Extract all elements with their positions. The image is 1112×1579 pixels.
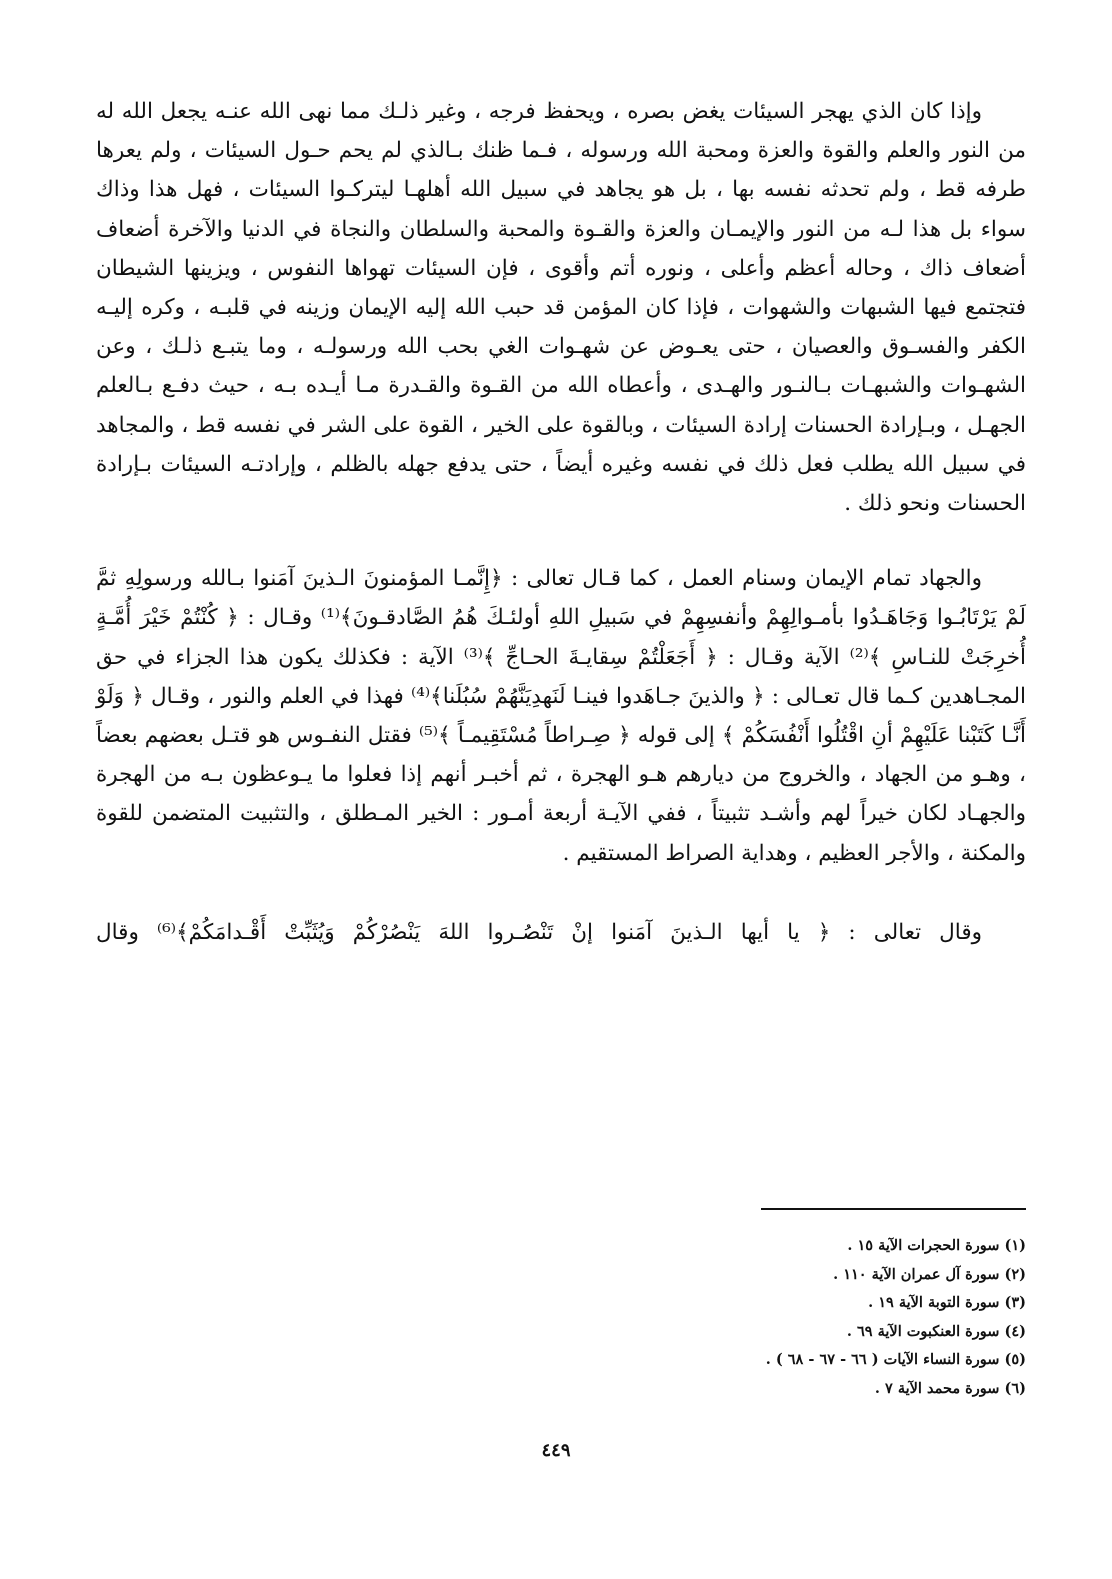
main-text: [96, 92, 1026, 952]
footnote-5: (٥) سورة النساء الآيات ( ٦٦ - ٦٧ - ٦٨ ) .: [765, 1351, 1026, 1369]
footnote-2: (٢) سورة آل عمران الآية ١١٠ .: [833, 1265, 1026, 1283]
footnote-divider: [761, 1208, 1026, 1210]
paragraph-spacer: [96, 873, 1026, 913]
footnote-6: (٦) سورة محمد الآية ٧ .: [874, 1379, 1026, 1397]
footnotes-list: [426, 1232, 1026, 1404]
paragraph-2: والجهاد تمام الإيمان وسنام العمل ، كما قـال تعالى : ﴿إِنَّمـا المؤمنونَ الـذينَ آمَنوا بـالله ورسولِهِ ثمَّ لَمْ يَرْتَابُـوا وَجَاهَـدُوا بأمـوالِهِمْ وأنفسِهِمْ في سَبيلِ اللهِ أولئـكَ هُمُ الصَّادقـونَ﴾⁽¹⁾ وقـال : ﴿ كُنْتُمْ خَيْرَ أُمَّـةٍ أُخرِجَتْ للنـاسِ ﴾⁽²⁾ الآية وقـال : ﴿ أَجَعَلْتُمْ سِقايـةَ الحـاجِّ ﴾⁽³⁾ الآية : فكذلك يكون هذا الجزاء في حق المجـاهدين كـما قال تعـالى : ﴿ والذينَ جـاهَدوا فينـا لَنَهدِيَنَّهُمْ سُبُلَنا﴾⁽⁴⁾ فهذا في العلم والنور ، وقـال ﴿ وَلَوْ أَنَّـا كَتَبْنا عَلَيْهِمْ أنِ اقْتُلُوا أَنْفُسَكُمْ ﴾ إلى قوله ﴿ صِـراطاً مُسْتَقِيمـاً ﴾⁽⁵⁾ فقتل النفـوس هو قتـل بعضهم بعضاً ، وهـو من الجهاد ، والخروج من ديارهم هـو الهجرة ، ثم أخبـر أنهم إذا فعلوا ما يـوعظون بـه من الهجرة والجهـاد لكان خيراً لهم وأشـد تثبيتاً ، ففي الآيـة أربعة أمـور : الخير المـطلق ، والتثبيت المتضمن للقوة والمكنة ، والأجر العظيم ، وهداية الصراط المستقيم .: [96, 566, 1027, 866]
footnote-3: (٣) سورة التوبة الآية ١٩ .: [868, 1294, 1026, 1312]
page-number: ٤٤٩: [541, 1440, 571, 1461]
footnote-4: (٤) سورة العنكبوت الآية ٦٩ .: [846, 1322, 1026, 1340]
paragraph-1: وإذا كان الذي يهجر السيئات يغض بصره ، ويحفظ فرجه ، وغير ذلـك مما نهى الله عنـه يجعل الله له من النور والعلم والقوة والعزة ومحبة الله ورسوله ، فـما ظنك بـالذي لم يحم حـول السيئات ، ولم يعرها طرفه قط ، ولم تحدثه نفسه بها ، بل هو يجاهد في سبيل الله أهلهـا ليتركـوا السيئات ، فهل هذا وذاك سواء بل هذا لـه من النور والإيمـان والعزة والقـوة والمحبة والسلطان والنجاة في الدنيا والآخرة أضعاف أضعاف ذاك ، وحاله أعظم وأعلى ، ونوره أتم وأقوى ، فإن السيئات تهواها النفوس ، ويزينها الشيطان فتجتمع فيها الشبهات والشهوات ، فإذا كان المؤمن قد حبب الله إليه الإيمان وزينه في قلبـه ، وكره إليـه الكفر والفسـوق والعصيان ، حتى يعـوض عن شهـوات الغي بحب الله ورسولـه ، وما يتبـع ذلـك ، وعن الشهـوات والشبهـات بـالنـور والهـدى ، وأعطاه الله من القـوة والقـدرة مـا أيـده بـه ، حيث دفـع بـالعلم الجهـل ، وبـإرادة الحسنات إرادة السيئات ، وبالقوة على الخير ، القوة على الشر في نفسه قط ، والمجاهد في سبيل الله يطلب فعل ذلك في نفسه وغيره أيضاً ، حتى يدفع جهله بالظلم ، وإرادتـه السيئات بـإرادة الحسنات ونحو ذلك .: [96, 99, 1026, 517]
paragraph-3: وقال تعالى : ﴿ يا أيها الـذينَ آمَنوا إنْ تَنْصُـروا اللهَ يَنْصُرْكُمْ وَيُثَبِّتْ أَقْـدامَكُمْ﴾⁽⁶⁾ وقال: [96, 919, 982, 945]
footnote-1: (١) سورة الحجرات الآية ١٥ .: [847, 1237, 1026, 1254]
paragraph-spacer: [96, 523, 1026, 559]
